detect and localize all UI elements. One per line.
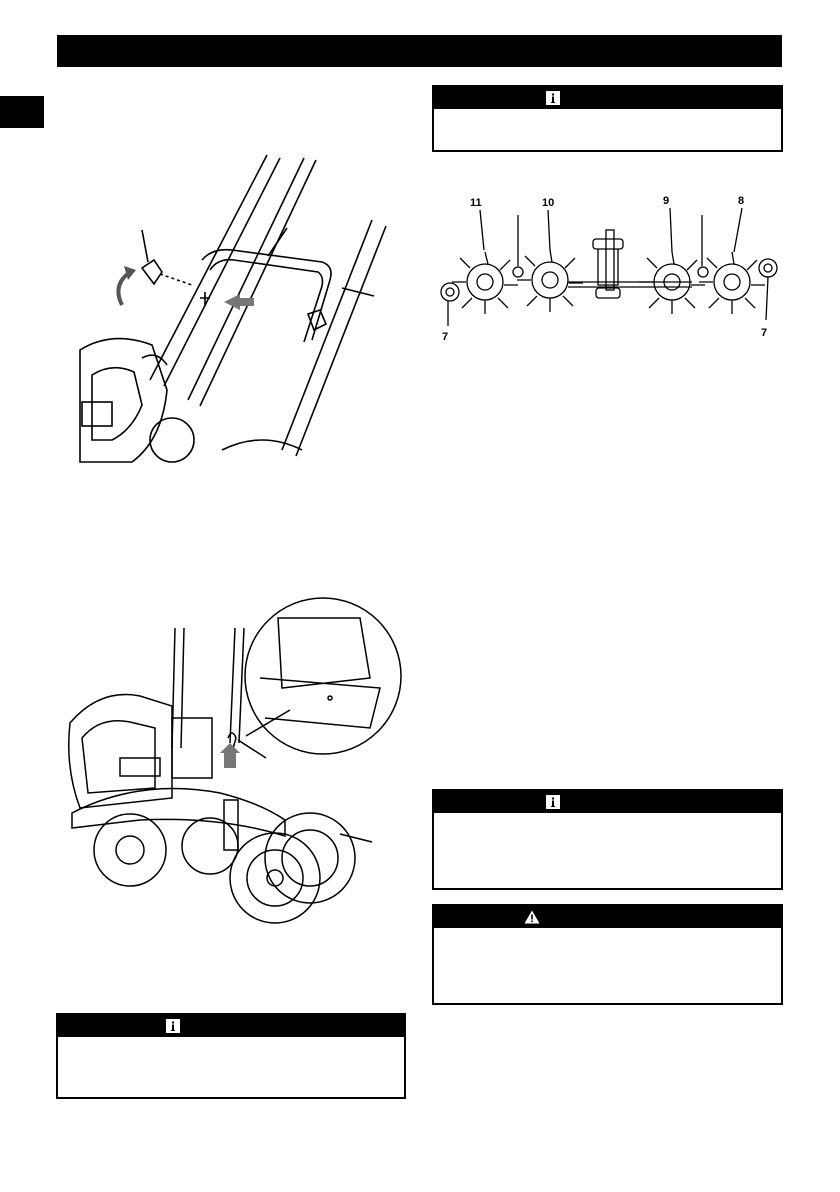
tine-label-9: 9 <box>663 195 670 207</box>
page-header-bar <box>57 35 782 67</box>
wheel-assembly-illustration <box>60 588 405 933</box>
info-notice-box-middle <box>432 789 783 890</box>
info-icon <box>546 91 560 105</box>
tine-label-7-left: 7 <box>442 331 449 343</box>
info-notice-box-bottom <box>56 1013 406 1099</box>
tine-assembly-illustration <box>430 190 790 350</box>
info-notice-bar <box>434 791 781 813</box>
warning-triangle-icon <box>524 910 540 924</box>
tine-label-7-right: 7 <box>761 327 768 339</box>
info-notice-bar <box>58 1015 404 1037</box>
language-tab <box>0 96 44 128</box>
info-icon <box>166 1019 180 1033</box>
info-notice-box-top <box>432 85 783 152</box>
handle-assembly-illustration <box>72 150 392 465</box>
warning-notice-box <box>432 904 783 1005</box>
tine-label-8: 8 <box>738 195 745 207</box>
tine-label-11: 11 <box>470 197 482 209</box>
info-icon <box>546 795 560 809</box>
warning-notice-bar <box>434 906 781 928</box>
tine-label-10: 10 <box>542 197 555 209</box>
info-notice-bar <box>434 87 781 109</box>
